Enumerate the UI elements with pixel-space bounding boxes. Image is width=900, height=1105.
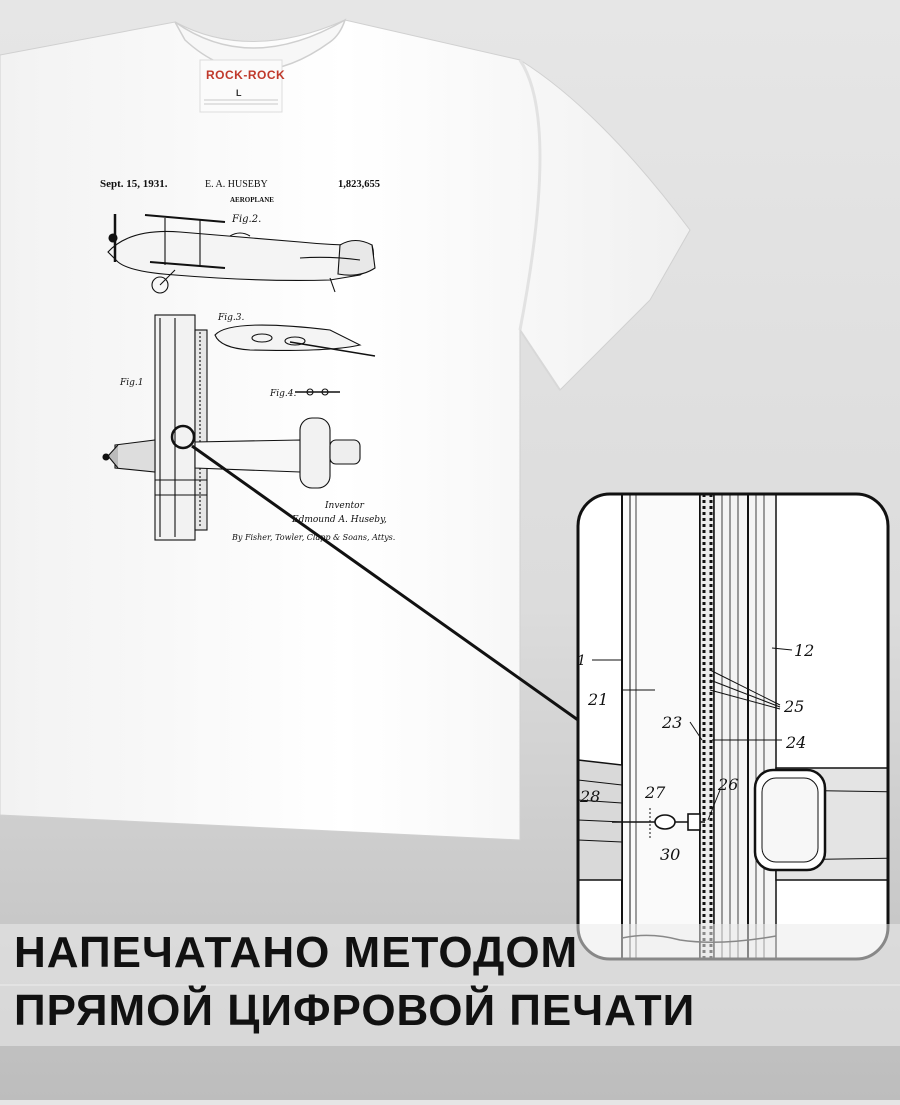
zoom-number-26: 26: [718, 775, 739, 794]
patent-date: Sept. 15, 1931.: [100, 178, 168, 190]
inventor-signature: Edmound A. Huseby,: [292, 515, 387, 525]
zoom-inset: [577, 494, 900, 964]
zoom-number-24: 24: [786, 733, 807, 752]
zoom-number-27: 27: [645, 783, 666, 802]
fig1-label: Fig.1: [120, 378, 144, 388]
zoom-number-12: 12: [794, 641, 815, 660]
caption-line-2: ПРЯМОЙ ЦИФРОВОЙ ПЕЧАТИ: [14, 986, 696, 1035]
patent-number: 1,823,655: [338, 179, 380, 190]
attorneys-signature: By Fisher, Towler, Clapp & Soans, Attys.: [232, 533, 396, 542]
zoom-number-21: 21: [588, 690, 609, 709]
patent-inventor: E. A. HUSEBY: [205, 179, 268, 190]
fig3-label: Fig.3.: [218, 313, 245, 323]
zoom-number-23: 23: [662, 713, 683, 732]
fig4-label: Fig.4.: [270, 389, 297, 399]
label-size: L: [236, 88, 242, 98]
zoom-number-30: 30: [660, 845, 681, 864]
inventor-label: Inventor: [325, 501, 364, 511]
fig2-label: Fig.2.: [232, 214, 262, 225]
zoom-number-28: 28: [580, 787, 601, 806]
label-brand: ROCK-ROCK: [206, 68, 286, 82]
caption-line-1: НАПЕЧАТАНО МЕТОДОМ: [14, 928, 579, 977]
zoom-number-1: 1: [577, 653, 586, 669]
zoom-number-25: 25: [784, 697, 805, 716]
patent-title: AEROPLANE: [230, 196, 274, 204]
